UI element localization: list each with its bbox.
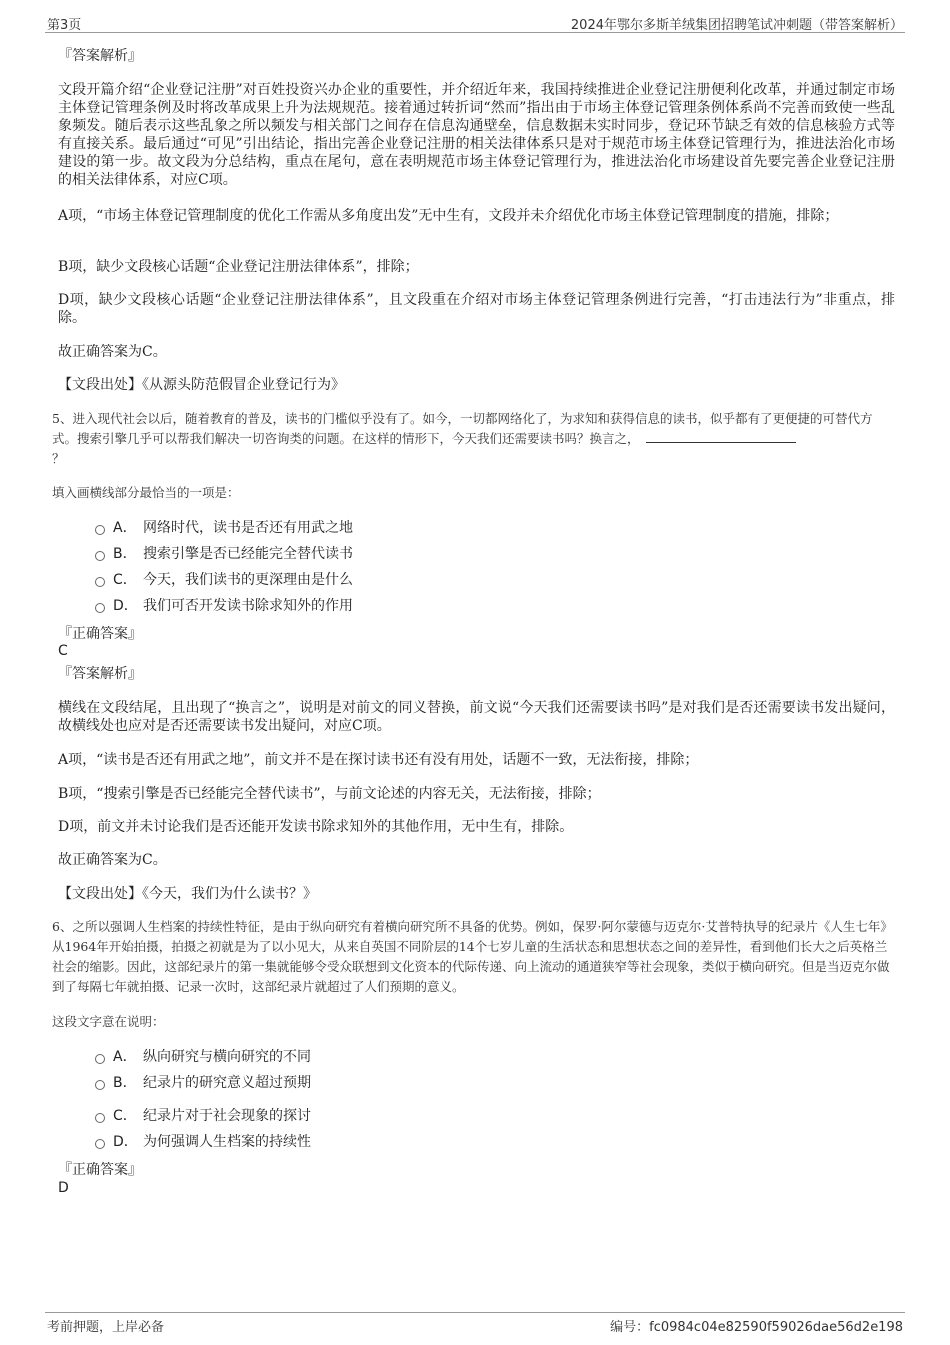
document-title: 2024年鄂尔多斯羊绒集团招聘笔试冲刺题（带答案解析） [570, 18, 903, 33]
option-text: 纪录片的研究意义超过预期 [143, 1075, 311, 1091]
option-text: 为何强调人生档案的持续性 [143, 1134, 311, 1150]
option-letter: C． [113, 1108, 137, 1124]
q5-analysis-label: 『答案解析』 [58, 666, 142, 682]
radio-icon[interactable] [95, 1080, 105, 1090]
q5-analysis-option-a: A项，“读书是否还有用武之地”，前文并不是在探讨读书还有没有用处，话题不一致，无法衔接，排除； [58, 752, 699, 768]
q4-analysis-option-b: B项，缺少文段核心话题“企业登记注册法律体系”，排除； [58, 259, 419, 275]
q5-source: 【文段出处】《今天，我们为什么读书？》 [58, 886, 317, 902]
radio-icon[interactable] [95, 551, 105, 561]
option-text: 搜索引擎是否已经能完全替代读书 [143, 546, 353, 562]
option-letter: B． [113, 1075, 137, 1091]
option-letter: A． [113, 1049, 137, 1065]
q5-analysis-option-b: B项，“搜索引擎是否已经能完全替代读书”，与前文论述的内容无关，无法衔接，排除； [58, 786, 601, 802]
q5-analysis-paragraph: 横线在文段结尾，且出现了“换言之”，说明是对前文的同义替换，前文说“今天我们还需要读书吗”是对我们是否还需要读书发出疑问，故横线处也应对是否还需要读书发出疑问，对应C项。 [58, 700, 895, 734]
q6-stem: 6、之所以强调人生档案的持续性特征，是由于纵向研究有着横向研究所不具备的优势。例如，保罗·阿尔蒙德与迈克尔·艾普特执导的纪录片《人生七年》从1964年开始拍摄，拍摄之初就是为了以小见大，从来自英国不同阶层的14个七岁儿童的生活状态和思想状态之间的差异性，看到他们长大之后英格兰社会的缩影。因此，这部纪录片的第一集就能够令受众联想到文化资本的代际传递、向上流动的通道狭窄等社会现象，类似于横向研究。但是当迈克尔做到了每隔七年就拍摄、记录一次时，这部纪录片就超过了人们预期的意义。 [52, 919, 893, 994]
q5-analysis-option-d: D项，前文并未讨论我们是否还能开发读书除求知外的其他作用，无中生有，排除。 [58, 819, 574, 835]
radio-icon[interactable] [95, 1139, 105, 1149]
option-letter: B． [113, 546, 137, 562]
radio-icon[interactable] [95, 1054, 105, 1064]
q6-option-a[interactable] [95, 1048, 311, 1066]
option-letter: A． [113, 520, 137, 536]
option-text: 纪录片对于社会现象的探讨 [143, 1108, 311, 1124]
q6-option-d[interactable] [95, 1133, 311, 1151]
option-text: 我们可否开发读书除求知外的作用 [143, 598, 353, 614]
q4-analysis-option-d: D项，缺少文段核心话题“企业登记注册法律体系”，且文段重在介绍对市场主体登记管理条例进行完善，“打击违法行为”非重点，排除。 [58, 292, 895, 326]
option-text: 今天，我们读书的更深理由是什么 [143, 572, 353, 588]
q6-option-b[interactable] [95, 1074, 311, 1092]
q5-correct-answer: C [58, 643, 68, 659]
q5-option-a[interactable] [95, 519, 353, 537]
radio-icon[interactable] [95, 603, 105, 613]
q5-option-c[interactable] [95, 571, 353, 589]
q5-option-d[interactable] [95, 597, 353, 615]
q5-blank-line [646, 430, 796, 443]
radio-icon[interactable] [95, 1113, 105, 1123]
option-text: 纵向研究与横向研究的不同 [143, 1049, 311, 1065]
q5-stem-end: ？ [52, 451, 65, 466]
q4-conclusion: 故正确答案为C。 [58, 344, 167, 360]
q4-analysis-label: 『答案解析』 [58, 48, 142, 64]
page-number: 第3页 [47, 18, 82, 33]
q5-stem [52, 409, 895, 469]
q5-prompt: 填入画横线部分最恰当的一项是： [52, 485, 240, 500]
document-id: 编号：fc0984c04e82590f59026dae56d2e198 [610, 1320, 903, 1335]
footer-slogan: 考前押题，上岸必备 [47, 1320, 165, 1335]
q6-correct-answer: D [58, 1180, 69, 1196]
radio-icon[interactable] [95, 577, 105, 587]
q5-conclusion: 故正确答案为C。 [58, 852, 167, 868]
q6-option-c[interactable] [95, 1107, 311, 1125]
page-header [45, 12, 905, 33]
q6-correct-label: 『正确答案』 [58, 1162, 142, 1178]
option-letter: D． [113, 598, 138, 614]
q4-analysis-option-a: A项，“市场主体登记管理制度的优化工作需从多角度出发”无中生有，文段并未介绍优化市场主体登记管理制度的措施，排除； [58, 208, 839, 224]
option-letter: D． [113, 1134, 138, 1150]
q6-prompt: 这段文字意在说明： [52, 1014, 165, 1029]
q5-option-b[interactable] [95, 545, 353, 563]
q4-source: 【文段出处】《从源头防范假冒企业登记行为》 [58, 377, 345, 393]
radio-icon[interactable] [95, 525, 105, 535]
page-footer [45, 1312, 905, 1335]
q5-correct-label: 『正确答案』 [58, 626, 142, 642]
option-text: 网络时代，读书是否还有用武之地 [143, 520, 353, 536]
q4-analysis-paragraph: 文段开篇介绍“企业登记注册”对百姓投资兴办企业的重要性，并介绍近年来，我国持续推进企业登记注册便利化改革，并通过制定市场主体登记管理条例及时将改革成果上升为法规规范。接着通过转折词“然而”指出由于市场主体登记管理条例体系尚不完善而致使一些乱象频发。随后表示这些乱象之所以频发与相关部门之间存在信息沟通壁垒，信息数据未实时同步，登记环节缺乏有效的信息核验方式等有直接关系。最后通过“可见”引出结论，指出完善企业登记注册的相关法律体系只是对于规范市场主体登记管理行为，推进法治化市场建设的第一步。故文段为分总结构，重点在尾句，意在表明规范市场主体登记管理行为，推进法治化市场建设首先要完善企业登记注册的相关法律体系，对应C项。 [58, 82, 895, 188]
q5-stem-text: 5、进入现代社会以后，随着教育的普及，读书的门槛似乎没有了。如今，一切都网络化了，为求知和获得信息的读书，似乎都有了更便捷的可替代方式。搜索引擎几乎可以帮我们解决一切咨询类的问题。在这样的情形下，今天我们还需要读书吗？换言之， [52, 411, 873, 446]
option-letter: C． [113, 572, 137, 588]
